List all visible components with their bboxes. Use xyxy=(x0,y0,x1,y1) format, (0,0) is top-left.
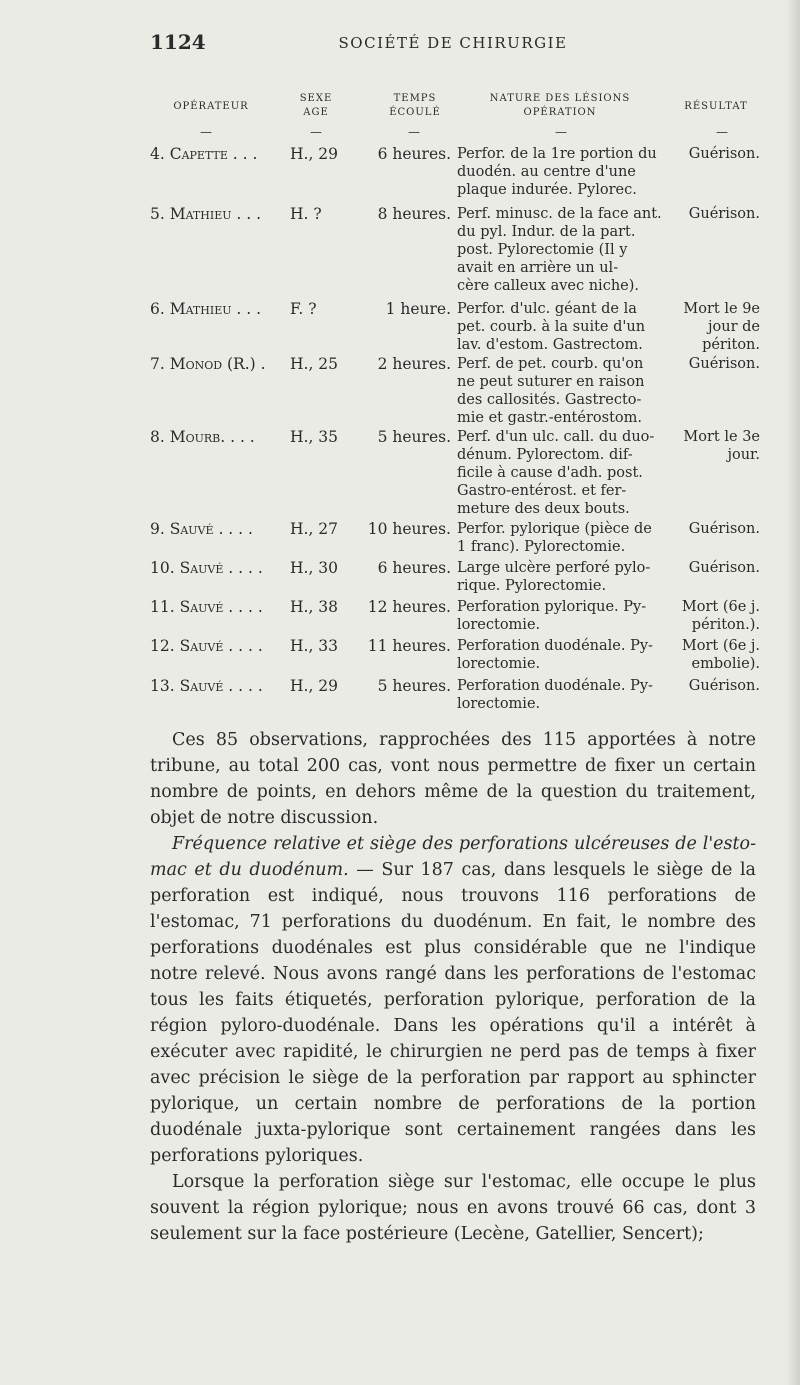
row-lesion: Perforation duodénale. Py- lorectomie. xyxy=(457,638,653,672)
row-operator: 13. Sauvé . . . . xyxy=(150,677,263,695)
page-number: 1124 xyxy=(150,30,206,54)
row-time: 8 heures. xyxy=(377,205,451,223)
header-rule: — xyxy=(310,125,323,139)
row-lesion: Perf. de pet. courb. qu'on ne peut suturer en raison des callosités. Gastrecto- mie et gastr.-entérostom. xyxy=(457,356,645,426)
row-time: 1 heure. xyxy=(385,300,451,318)
row-result: Mort le 9e jour de périton. xyxy=(683,301,760,353)
body-text xyxy=(150,727,756,1247)
header-result: RÉSULTAT xyxy=(684,101,748,112)
row-result: Guérison. xyxy=(688,560,760,576)
row-time: 5 heures. xyxy=(377,428,451,446)
row-lesion: Perfor. pylorique (pièce de 1 franc). Pylorectomie. xyxy=(457,521,652,555)
row-result: Guérison. xyxy=(688,356,760,372)
paragraph: Lorsque la perforation siège sur l'estomac, elle occupe le plus souvent la région pylorique; nous en avons trouvé 66 cas, dont 3 seulement sur la face postérieure (Lecène, Gatellier, Sencert); xyxy=(150,1172,756,1244)
row-result: Guérison. xyxy=(688,521,760,537)
row-sex-age: H., 27 xyxy=(290,520,339,538)
row-result: Mort (6e j. embolie). xyxy=(681,638,760,672)
row-lesion: Perforation duodénale. Py- lorectomie. xyxy=(457,678,653,712)
row-lesion: Perforation pylorique. Py- lorectomie. xyxy=(457,599,647,633)
header-age: AGE xyxy=(303,107,329,118)
header-sex: SEXE xyxy=(299,93,333,104)
row-result: Guérison. xyxy=(688,206,760,222)
row-sex-age: H., 35 xyxy=(290,428,339,446)
page-edge-shadow xyxy=(786,0,800,1385)
header-rule: — xyxy=(716,125,729,139)
row-sex-age: H., 33 xyxy=(290,637,339,655)
header-lesion-1: NATURE DES LÉSIONS xyxy=(489,93,631,104)
row-sex-age: H. ? xyxy=(290,205,322,223)
row-operator: 6. Mathieu . . . xyxy=(150,300,262,318)
header-rule: — xyxy=(408,125,421,139)
row-result: Mort (6e j. périton.). xyxy=(681,599,760,633)
paragraph-text: — Sur 187 cas, dans lesquels le siège de la perforation est indiqué, nous trouvons 116 perforations de l'estomac, 71 perforations du duodénum. En fait, le nombre des perforations duodénales est plus considérable que ne l'indique notre relevé. Nous avons rangé dans les perforations de l'estomac tous les faits étiquetés, perforation pylorique, perforation de la région pyloro-duodénale. Dans les opérations qu'il a intérêt à exécuter avec rapidité, le chirurgien ne perd pas de temps à fixer avec précision le siège de la perforation par rapport au sphincter pylorique, un certain nombre de perforations de la portion duodénale juxta-pylorique sont certainement rangées dans les perforations pyloriques. xyxy=(150,860,756,1166)
paragraph xyxy=(150,831,756,1169)
row-operator: 7. Monod (R.) . xyxy=(150,355,266,373)
table-header xyxy=(150,92,760,142)
row-sex-age: H., 30 xyxy=(290,559,339,577)
row-operator: 8. Mourb. . . . xyxy=(150,428,255,446)
row-sex-age: H., 25 xyxy=(290,355,339,373)
row-lesion: Perfor. d'ulc. géant de la pet. courb. à la suite d'un lav. d'estom. Gastrectom. xyxy=(457,301,646,353)
header-time-1: TEMPS xyxy=(393,93,437,104)
row-lesion: Perf. minusc. de la face ant. du pyl. Indur. de la part. post. Pylorectomie (Il y avait en arrière un ul- cère calleux avec niche). xyxy=(457,206,662,294)
row-time: 12 heures. xyxy=(367,598,451,616)
row-time: 2 heures. xyxy=(377,355,451,373)
row-time: 11 heures. xyxy=(367,637,451,655)
row-result: Guérison. xyxy=(688,146,760,162)
row-result: Mort le 3e jour. xyxy=(683,429,760,463)
row-sex-age: H., 38 xyxy=(290,598,339,616)
row-sex-age: H., 29 xyxy=(290,677,339,695)
header-time-2: ÉCOULÉ xyxy=(389,107,441,118)
header-rule: — xyxy=(200,125,213,139)
row-time: 10 heures. xyxy=(367,520,451,538)
paragraph: Ces 85 observations, rapprochées des 115 apportées à notre tribune, au total 200 cas, vont nous permettre de fixer un certain nombre de points, en dehors même de la question du traitement, objet de notre discussion. xyxy=(150,730,756,828)
row-operator: 4. Capette . . . xyxy=(150,145,258,163)
row-operator: 5. Mathieu . . . xyxy=(150,205,262,223)
row-sex-age: F. ? xyxy=(290,300,317,318)
row-time: 5 heures. xyxy=(377,677,451,695)
header-operator: OPÉRATEUR xyxy=(173,101,249,112)
journal-title: SOCIÉTÉ DE CHIRURGIE xyxy=(338,34,568,52)
row-result: Guérison. xyxy=(688,678,760,694)
row-lesion: Large ulcère perforé pylo- rique. Pylorectomie. xyxy=(457,560,651,594)
header-lesion-2: OPÉRATION xyxy=(523,107,597,118)
row-lesion: Perf. d'un ulc. call. du duo- dénum. Pylorectom. dif- ficile à cause d'adh. post. Gastro-entérost. et fer- meture des deux bouts. xyxy=(457,429,655,517)
row-operator: 11. Sauvé . . . . xyxy=(150,598,263,616)
running-head xyxy=(150,30,756,60)
section-heading: Fréquence relative et siège des perforations ulcéreuses de l'esto-mac et du duodénum. xyxy=(150,834,756,880)
row-sex-age: H., 29 xyxy=(290,145,339,163)
row-operator: 12. Sauvé . . . . xyxy=(150,637,263,655)
row-time: 6 heures. xyxy=(377,145,451,163)
row-operator: 10. Sauvé . . . . xyxy=(150,559,263,577)
header-rule: — xyxy=(555,125,568,139)
row-operator: 9. Sauvé . . . . xyxy=(150,520,253,538)
row-lesion: Perfor. de la 1re portion du duodén. au centre d'une plaque indurée. Pylorec. xyxy=(457,146,657,198)
row-time: 6 heures. xyxy=(377,559,451,577)
